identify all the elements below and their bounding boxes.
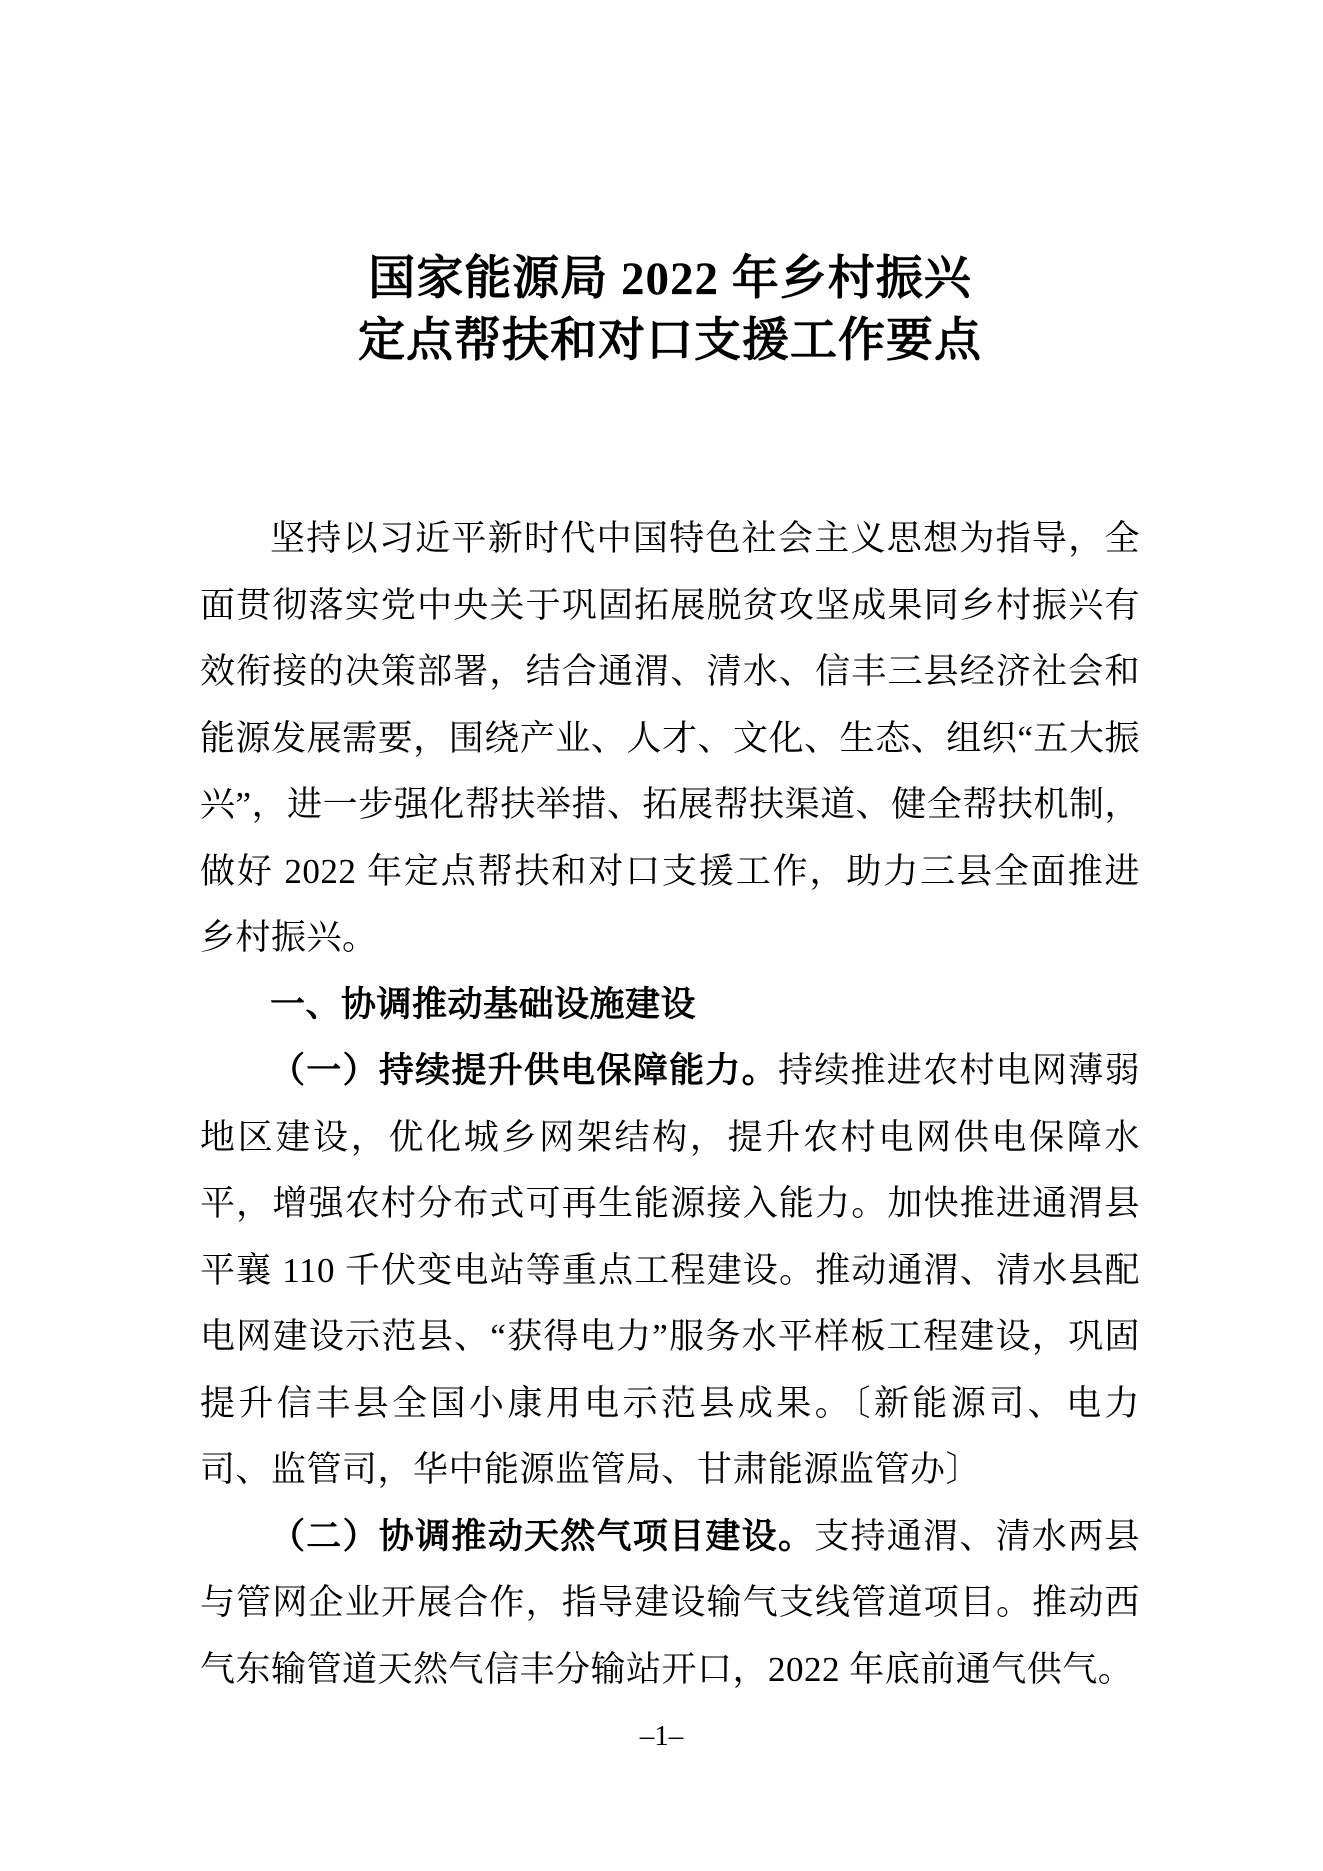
page-number: –1– xyxy=(639,1720,684,1752)
section-1-heading: 一、协调推动基础设施建设 xyxy=(270,984,697,1024)
title-line-2: 定点帮扶和对口支援工作要点 xyxy=(358,315,982,367)
document-body xyxy=(200,506,1140,1703)
clause-1-paragraph xyxy=(200,1038,1140,1504)
document-title xyxy=(190,248,1150,372)
clause-1-lead: （一）持续提升供电保障能力。 xyxy=(270,1051,778,1090)
title-line-1: 国家能源局 2022 年乡村振兴 xyxy=(368,253,972,305)
intro-paragraph: 坚持以习近平新时代中国特色社会主义思想为指导，全面贯彻落实党中央关于巩固拓展脱贫攻坚成果同乡村振兴有效衔接的决策部署，结合通渭、清水、信丰三县经济社会和能源发展需要，围绕产业、人才、文化、生态、组织“五大振兴”，进一步强化帮扶举措、拓展帮扶渠道、健全帮扶机制，做好 2022 年定点帮扶和对口支援工作，助力三县全面推进乡村振兴。 xyxy=(200,519,1140,957)
clause-2-lead: （二）协调推动天然气项目建设。 xyxy=(270,1516,815,1556)
clause-2-text: 支持通渭、清水两县与管网企业开展合作，指导建设输气支线管道项目。推动西气东输管道天然气信丰分输站开口，2022 年底前通气供气。 xyxy=(200,1516,1140,1689)
clause-1-text: 持续推进农村电网薄弱地区建设，优化城乡网架结构，提升农村电网供电保障水平，增强农村分布式可再生能源接入能力。加快推进通渭县平襄 110 千伏变电站等重点工程建设。推动通渭、清水县配电网建设示范县、“获得电力”服务水平样板工程建设，巩固提升信丰县全国小康用电示范县成果。〔新能源司、电力司、监管司，华中能源监管局、甘肃能源监管办〕 xyxy=(200,1051,1140,1489)
clause-2-paragraph xyxy=(200,1504,1140,1704)
